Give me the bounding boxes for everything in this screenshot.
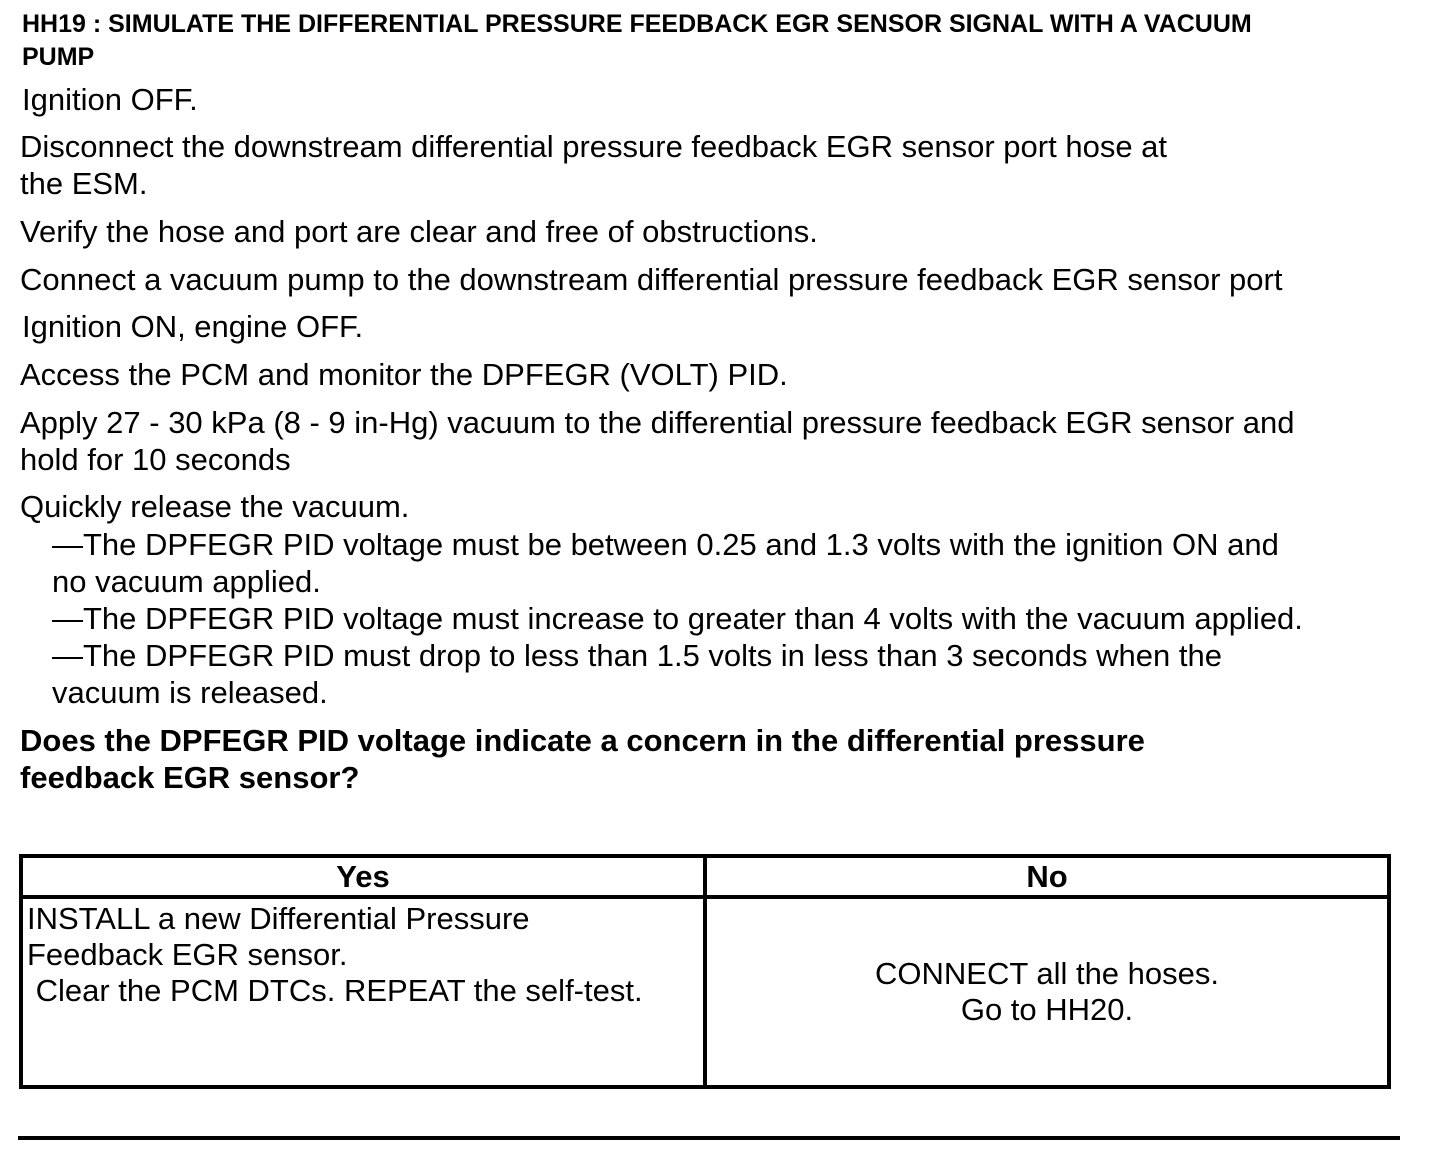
step-release-vacuum: Quickly release the vacuum.	[20, 489, 410, 524]
criterion-3-line-2: vacuum is released.	[52, 675, 328, 710]
procedure-title-line-2: PUMP	[22, 43, 95, 71]
yes-action-cell	[21, 897, 705, 1087]
step-connect-vacuum-pump: Connect a vacuum pump to the downstream differential pressure feedback EGR sensor port	[20, 262, 1283, 297]
step-disconnect-line-1: Disconnect the downstream differential pressure feedback EGR sensor port hose at	[20, 129, 1168, 164]
criterion-2-line-1: —The DPFEGR PID voltage must increase to greater than 4 volts with the vacuum applied.	[52, 601, 1303, 636]
no-action-line-1: CONNECT all the hoses.	[875, 956, 1219, 991]
step-verify-hose: Verify the hose and port are clear and free of obstructions.	[20, 214, 818, 249]
yes-action-line-2: Feedback EGR sensor.	[27, 937, 348, 972]
no-action-cell	[705, 897, 1389, 1087]
question-line-1: Does the DPFEGR PID voltage indicate a concern in the differential pressure	[20, 723, 1145, 758]
criterion-3-line-1: —The DPFEGR PID must drop to less than 1.5 volts in less than 3 seconds when the	[52, 638, 1222, 673]
step-disconnect-line-2: the ESM.	[20, 166, 148, 201]
diagnostic-question	[20, 722, 1420, 796]
yes-action-line-3: Clear the PCM DTCs. REPEAT the self-test.	[27, 973, 643, 1008]
procedure-title-line-1: HH19 : SIMULATE THE DIFFERENTIAL PRESSURE FEEDBACK EGR SENSOR SIGNAL WITH A VACUUM	[22, 10, 1252, 38]
step-disconnect-hose	[20, 128, 1420, 202]
criterion-1-line-2: no vacuum applied.	[52, 564, 321, 599]
no-column-header: No	[705, 856, 1389, 897]
yes-action-line-1: INSTALL a new Differential Pressure	[27, 901, 530, 936]
procedure-title	[22, 8, 1417, 74]
step-ignition-on: Ignition ON, engine OFF.	[22, 309, 364, 344]
yes-no-answer-table	[19, 854, 1391, 1089]
answer-table-body-row	[21, 897, 1389, 1087]
voltage-criteria-list	[52, 526, 1437, 711]
criterion-1-line-1: —The DPFEGR PID voltage must be between 0.25 and 1.3 volts with the ignition ON and	[52, 527, 1279, 562]
step-access-pcm: Access the PCM and monitor the DPFEGR (VOLT) PID.	[20, 357, 788, 392]
answer-table-header-row	[21, 856, 1389, 897]
no-action-line-2: Go to HH20.	[960, 992, 1134, 1027]
step-apply-vacuum	[20, 404, 1420, 478]
step-apply-line-2: hold for 10 seconds	[20, 442, 291, 477]
bottom-divider	[18, 1136, 1400, 1140]
yes-column-header: Yes	[21, 856, 705, 897]
step-ignition-off: Ignition OFF.	[22, 82, 198, 117]
step-apply-line-1: Apply 27 - 30 kPa (8 - 9 in-Hg) vacuum to the differential pressure feedback EGR sensor and	[20, 405, 1295, 440]
question-line-2: feedback EGR sensor?	[20, 760, 360, 795]
